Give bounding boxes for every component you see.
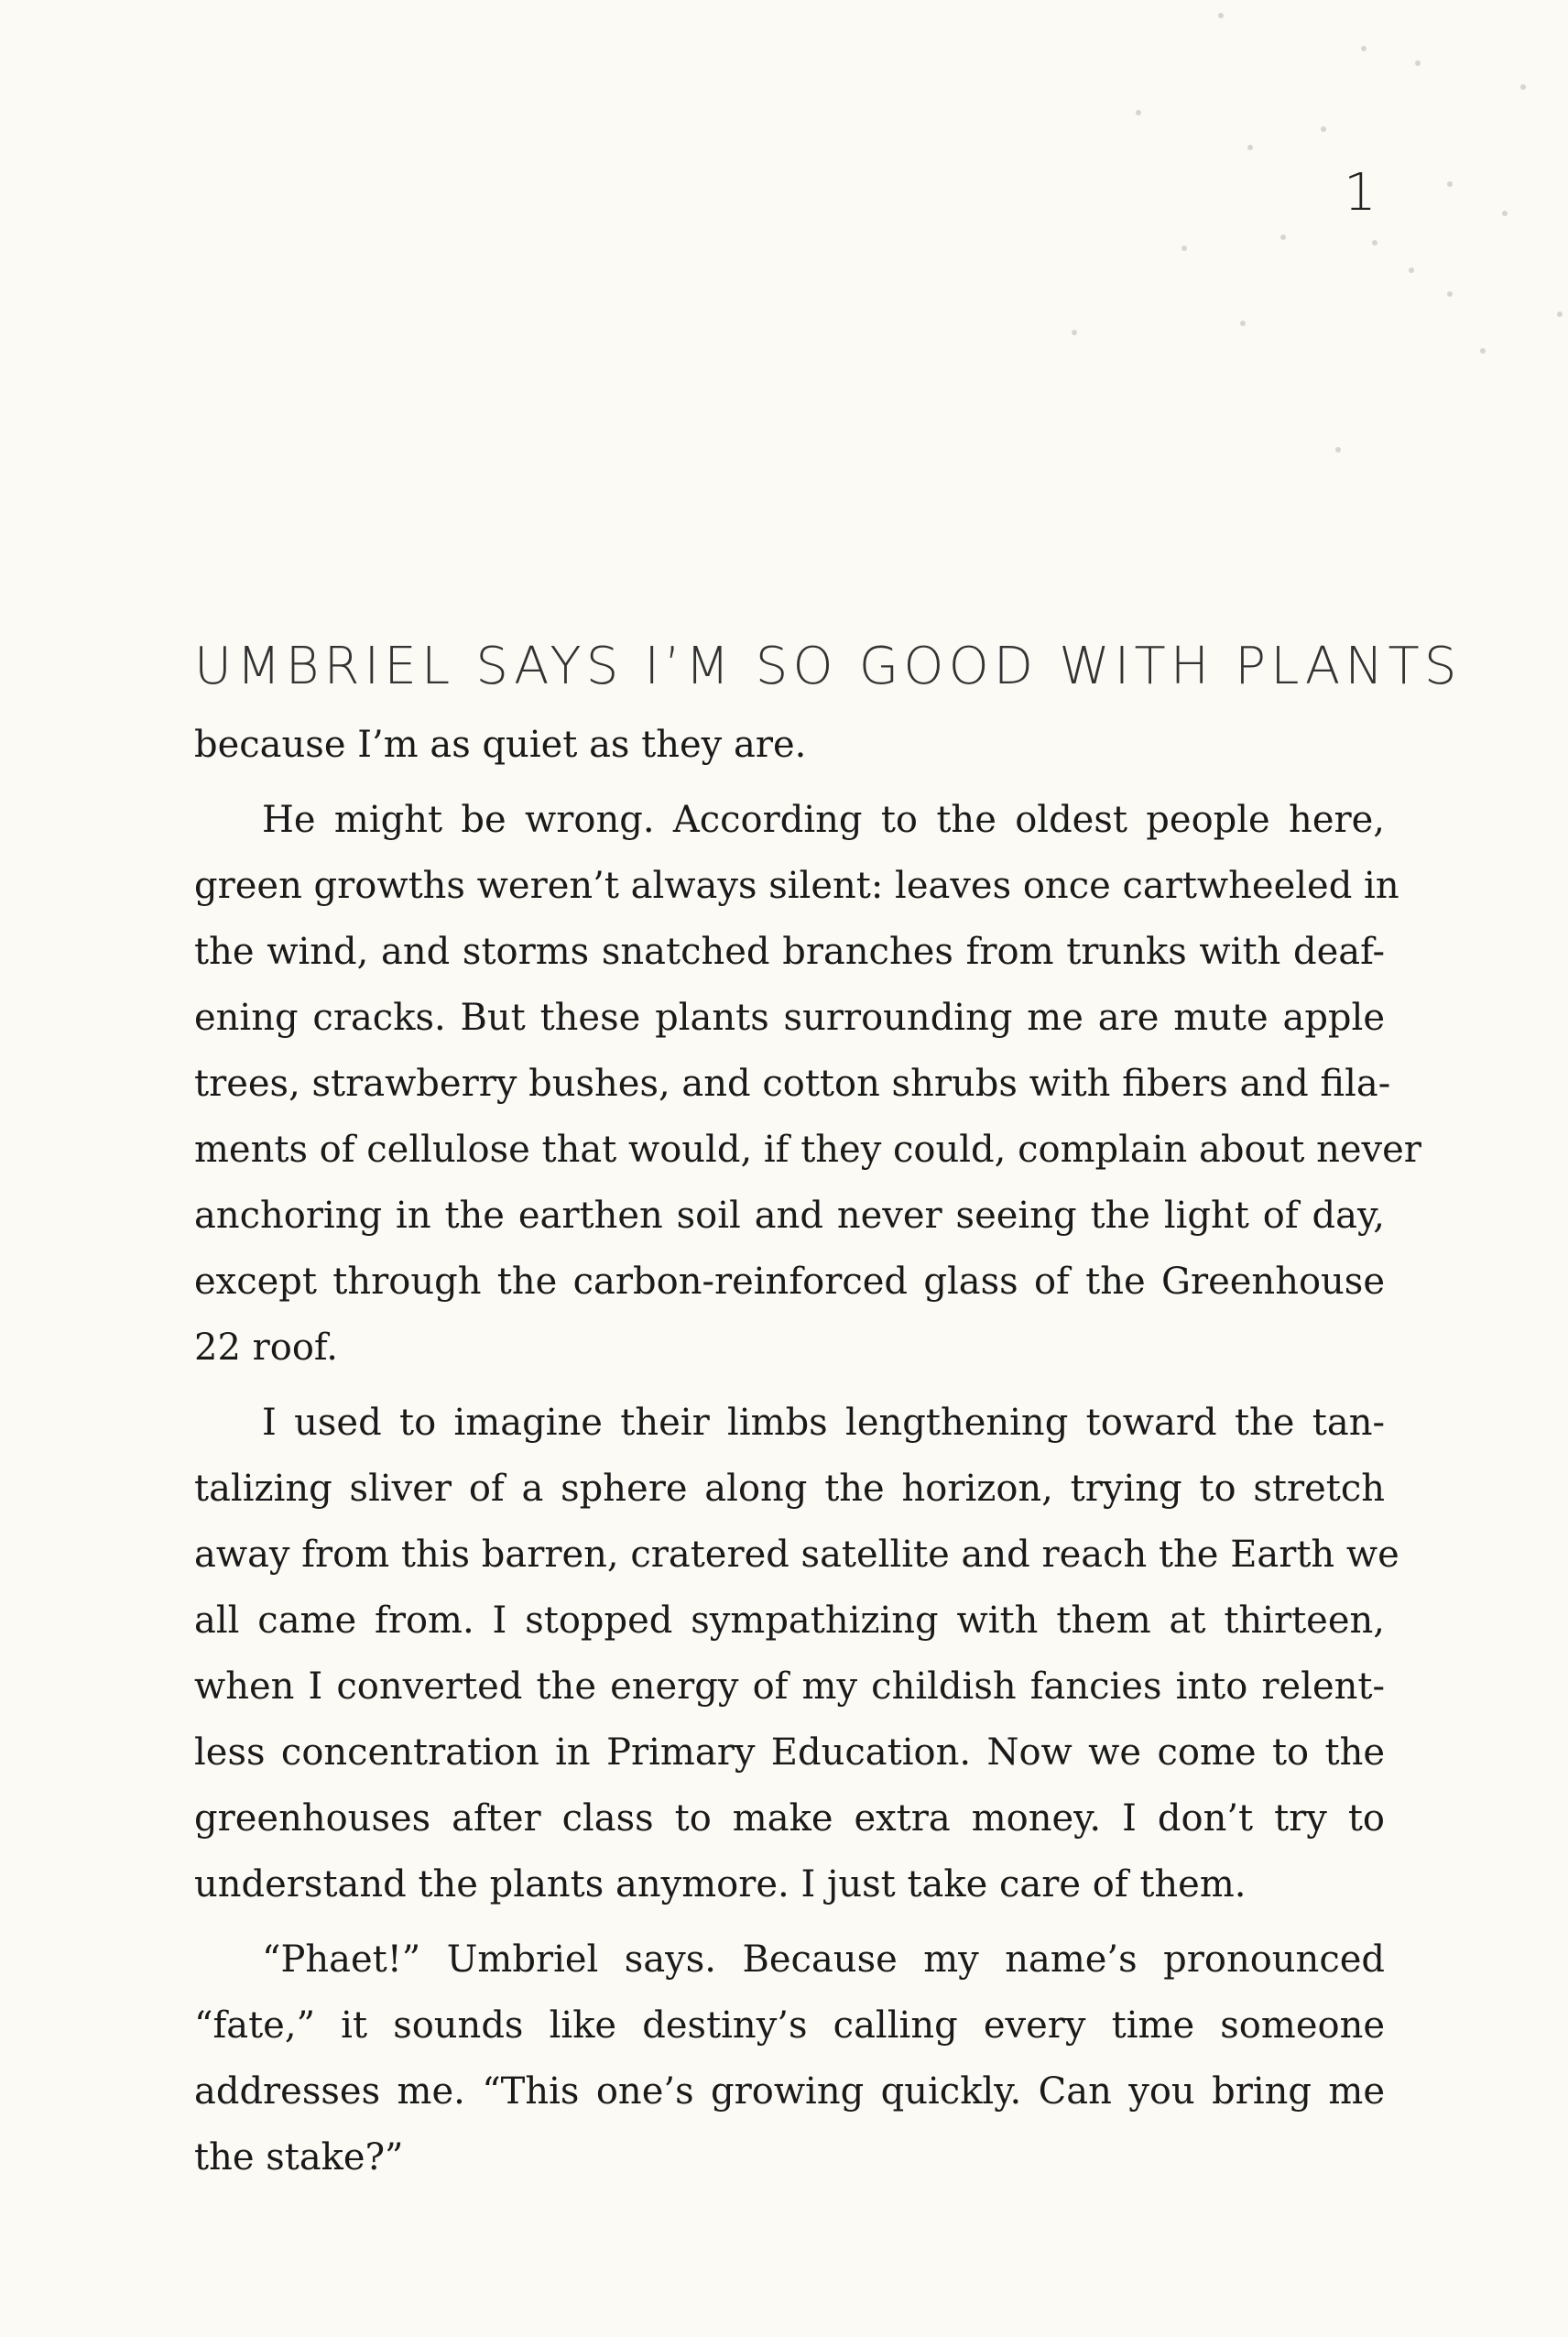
decorative-star-dot (1409, 268, 1414, 273)
decorative-star-dot (1520, 84, 1526, 90)
text-line: less concentration in Primary Education. Now we come to the (194, 1731, 1385, 1774)
text-line: away from this barren, cratered satellite and reach the Earth we (194, 1534, 1399, 1576)
decorative-star-dot (1557, 311, 1563, 317)
paragraph (194, 712, 1385, 778)
text-line: the stake?” (194, 2136, 404, 2179)
text-line: “Phaet!” Umbriel says. Because my name’s pronounced (262, 1938, 1385, 1981)
paragraph-gap (194, 778, 1385, 787)
decorative-star-dot (1480, 348, 1486, 354)
text-line: when I converted the energy of my childish fancies into relent- (194, 1665, 1385, 1708)
decorative-star-dot (1502, 211, 1508, 216)
text-line: ening cracks. But these plants surrounding me are mute apple (194, 997, 1385, 1039)
text-line: understand the plants anymore. I just take care of them. (194, 1863, 1247, 1906)
paragraph-gap (194, 1917, 1385, 1927)
text-line: because I’m as quiet as they are. (194, 724, 807, 766)
text-line: ments of cellulose that would, if they could, complain about never (194, 1129, 1421, 1171)
text-line: He might be wrong. According to the oldest people here, (262, 799, 1385, 841)
paragraph (194, 1927, 1385, 2190)
paragraph-gap (194, 1381, 1385, 1390)
decorative-star-dot (1247, 145, 1253, 150)
decorative-star-dot (1072, 330, 1077, 335)
text-line: the wind, and storms snatched branches from trunks with deaf- (194, 931, 1385, 973)
text-line: except through the carbon-reinforced glass of the Greenhouse (194, 1261, 1385, 1303)
decorative-star-dot (1181, 246, 1187, 251)
decorative-star-dot (1372, 240, 1377, 246)
text-line: green growths weren’t always silent: leaves once cartwheeled in (194, 865, 1399, 907)
chapter-body-text (194, 712, 1421, 2190)
text-line: all came from. I stopped sympathizing with them at thirteen, (194, 1600, 1385, 1642)
decorative-star-dot (1321, 126, 1326, 132)
chapter-opening-heading: UMBRIEL SAYS I’M SO GOOD WITH PLANTS (194, 637, 1462, 696)
text-line: I used to imagine their limbs lengthening toward the tan- (262, 1402, 1385, 1444)
page-number: 1 (1344, 163, 1377, 223)
decorative-star-dot (1280, 235, 1286, 240)
text-line: addresses me. “This one’s growing quickly. Can you bring me (194, 2070, 1385, 2113)
decorative-star-dot (1218, 13, 1224, 18)
text-line: talizing sliver of a sphere along the horizon, trying to stretch (194, 1468, 1385, 1510)
text-line: “fate,” it sounds like destiny’s calling every time someone (194, 2004, 1385, 2047)
decorative-star-dot (1361, 46, 1367, 51)
decorative-star-dot (1447, 291, 1453, 297)
text-line: trees, strawberry bushes, and cotton shrubs with fibers and fila- (194, 1063, 1391, 1105)
text-line: 22 roof. (194, 1327, 338, 1369)
text-line: greenhouses after class to make extra money. I don’t try to (194, 1797, 1385, 1840)
decorative-star-dot (1447, 181, 1453, 187)
decorative-star-dot (1136, 110, 1141, 115)
paragraph (194, 787, 1421, 1381)
decorative-star-dot (1415, 60, 1421, 66)
decorative-star-dot (1240, 321, 1246, 326)
text-line: anchoring in the earthen soil and never seeing the light of day, (194, 1195, 1385, 1237)
paragraph (194, 1390, 1399, 1917)
decorative-star-dot (1335, 447, 1341, 453)
